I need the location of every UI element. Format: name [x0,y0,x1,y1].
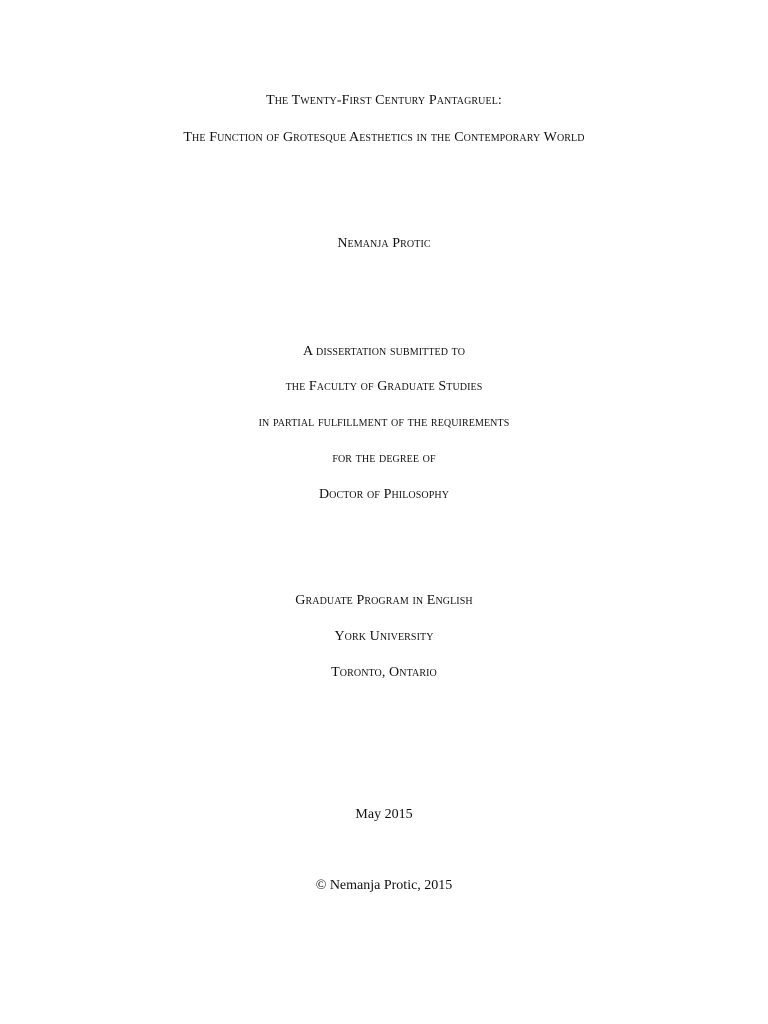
title-line-2: The Function of Grotesque Aesthetics in the Contemporary World [183,130,585,145]
submission-line-3: in partial fulfillment of the requirements [258,415,510,430]
submission-line-2: the Faculty of Graduate Studies [285,379,483,394]
author-name: Nemanja Protic [337,236,431,251]
title-line-1: The Twenty-First Century Pantagruel: [266,93,502,108]
program-name: Graduate Program in English [295,593,473,608]
university-name: York University [334,629,434,644]
university-location: Toronto, Ontario [331,665,437,680]
copyright-notice: © Nemanja Protic, 2015 [315,878,453,893]
submission-date: May 2015 [355,807,413,822]
submission-line-5: Doctor of Philosophy [318,487,450,502]
submission-line-4: for the degree of [332,451,436,466]
submission-line-1: A dissertation submitted to [302,344,466,359]
